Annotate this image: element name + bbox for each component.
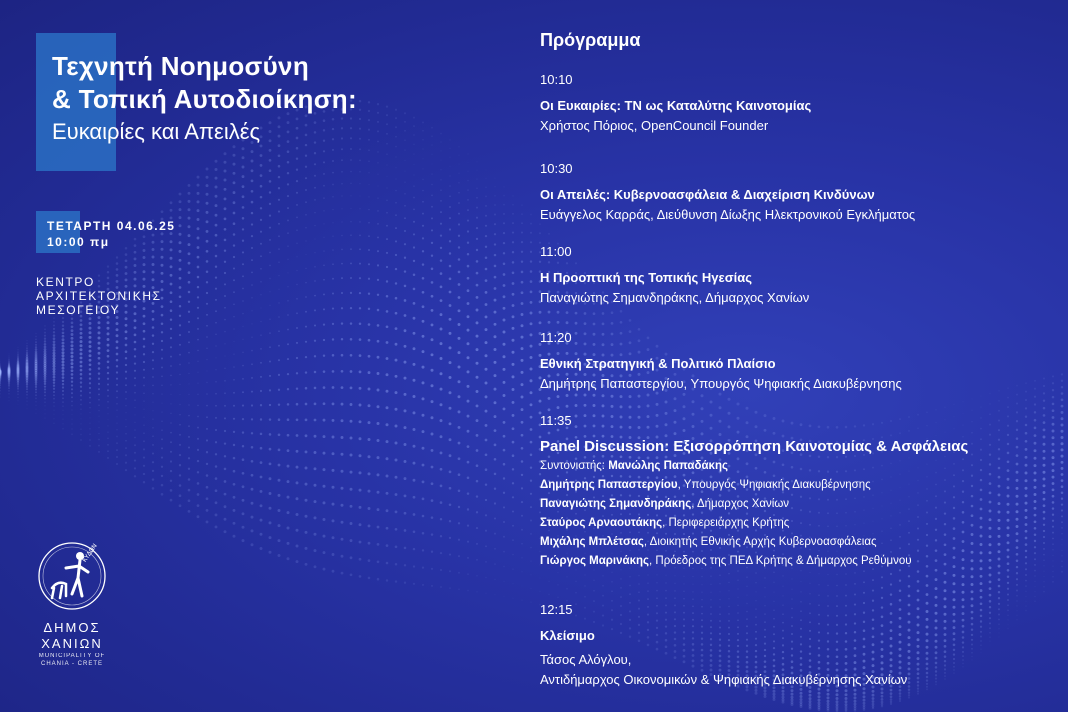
event-datetime [47,218,175,250]
item-speaker: Παναγιώτης Σημανδηράκης, Δήμαρχος Χανίων [540,290,810,305]
item-title: Panel Discussion: Εξισορρόπηση Καινοτομίας & Ασφάλειας [540,438,969,455]
venue-line-2: ΑΡΧΙΤΕΚΤΟΝΙΚΗΣ [36,289,162,303]
item-time: 10:10 [540,72,573,87]
item-title: Οι Ευκαιρίες: ΤΝ ως Καταλύτης Καινοτομίας [540,98,812,113]
program-item [540,161,1060,225]
item-time: 10:30 [540,161,573,176]
municipality-name-line-1: ΔΗΜΟΣ [43,620,101,635]
item-speaker-role: Αντιδήμαρχος Οικονομικών & Ψηφιακής Διακυβέρνησης Χανίων [540,672,908,687]
item-speaker: Ευάγγελος Καρράς, Διεύθυνση Δίωξης Ηλεκτρονικού Εγκλήματος [540,207,916,222]
item-time: 11:35 [540,413,572,428]
item-speaker: Δημήτρης Παπαστεργίου, Υπουργός Ψηφιακής Διακυβέρνησης [540,376,902,391]
panelist-role: , Περιφερειάρχης Κρήτης [662,517,790,529]
event-date: ΤΕΤΑΡΤΗ 04.06.25 [47,219,176,233]
moderator-label: Συντονιστής: [540,460,606,472]
program-item [540,244,1060,308]
panelist [540,552,1060,571]
panelist-role: , Δήμαρχος Χανίων [691,498,790,510]
panelist-role: , Πρόεδρος της ΠΕΔ Κρήτης & Δήμαρχος Ρεθύμνου [649,555,912,567]
program-section [540,28,1060,687]
seal-text: ΚΥΔΩΝ [81,542,99,564]
panelist-name: Παναγιώτης Σημανδηράκης [540,498,692,510]
municipality-seal-icon [36,538,108,614]
event-subtitle: Ευκαιρίες και Απειλές [52,119,261,144]
panelist [540,476,1060,495]
event-title [52,50,512,147]
municipality-sub-line-1: MUNICIPALITY OF [38,653,106,659]
event-venue [36,275,162,317]
municipality-name [36,620,108,652]
panelist-name: Σταύρος Αρναουτάκης [540,517,663,529]
program-item [540,72,1060,136]
venue-line-3: ΜΕΣΟΓΕΙΟΥ [36,303,121,317]
program-heading: Πρόγραμμα [540,30,641,50]
municipality-sub-line-2: CHANIA - CRETE [40,661,103,667]
program-item [540,330,1060,394]
panelist-name: Γιώργος Μαρινάκης [540,555,650,567]
panelist-name: Δημήτρης Παπαστεργίου [540,479,678,491]
item-title: Εθνική Στρατηγική & Πολιτικό Πλαίσιο [540,356,776,371]
event-time: 10:00 πμ [47,235,110,249]
title-line-1: Τεχνητή Νοημοσύνη [52,51,310,81]
item-speaker: Χρήστος Πόριος, OpenCouncil Founder [540,118,769,133]
panelist-role: , Διοικητής Εθνικής Αρχής Κυβερνοασφάλειας [643,536,877,548]
venue-line-1: ΚΕΝΤΡΟ [36,275,95,289]
panel-moderator [540,457,1060,476]
item-time: 11:00 [540,244,572,259]
item-time: 12:15 [540,602,573,617]
municipality-logo [36,538,108,668]
moderator-name: Μανώλης Παπαδάκης [608,460,728,472]
item-title: Οι Απειλές: Κυβερνοασφάλεια & Διαχείριση Κινδύνων [540,187,875,202]
panelist-name: Μιχάλης Μπλέτσας [540,536,644,548]
panel-item [540,413,1060,571]
title-line-2: & Τοπική Αυτοδιοίκηση: [52,84,357,114]
panelist [540,533,1060,552]
municipality-name-line-2: ΧΑΝΙΩΝ [41,636,103,651]
item-speaker: Τάσος Αλόγλου, [540,652,632,667]
municipality-subtitle [36,652,108,668]
panelist [540,514,1060,533]
panelist-role: , Υπουργός Ψηφιακής Διακυβέρνησης [677,479,871,491]
program-item [540,602,1060,690]
item-time: 11:20 [540,330,572,345]
panelist [540,495,1060,514]
item-title: Η Προοπτική της Τοπικής Ηγεσίας [540,270,752,285]
item-title: Κλείσιμο [540,628,595,643]
